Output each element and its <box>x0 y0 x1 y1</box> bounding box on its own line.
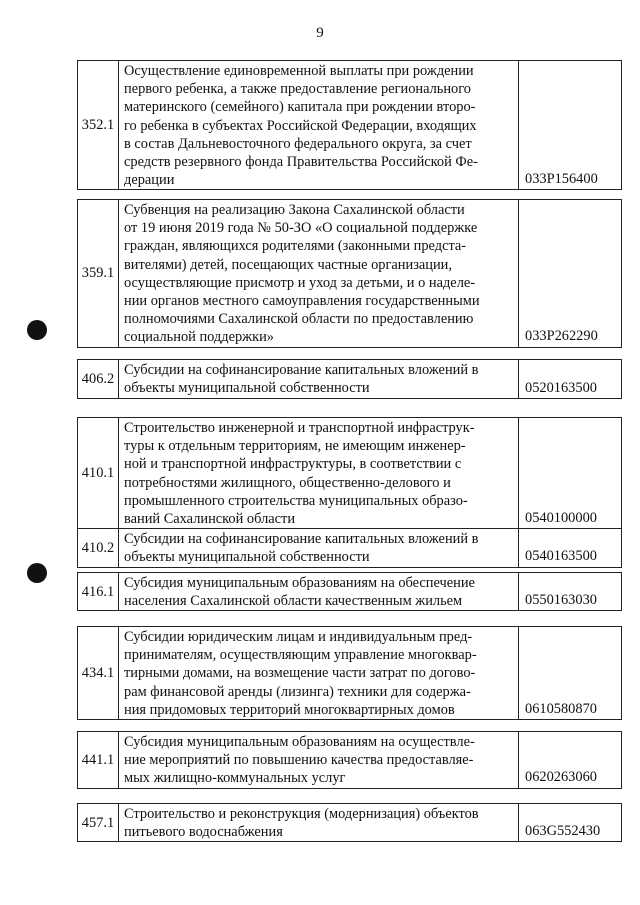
entry-code: 033P262290 <box>519 200 622 348</box>
description-line: социальной поддержки» <box>124 329 274 346</box>
entry-description <box>119 573 519 611</box>
description-line: тирными домами, на возмещение части затрат по догово- <box>124 665 476 682</box>
description-line: вителями) детей, посещающих частные организации, <box>124 256 452 273</box>
budget-entry-table <box>77 359 622 399</box>
punch-hole-mark <box>27 320 47 340</box>
description-line: мых жилищно-коммунальных услуг <box>124 770 346 787</box>
description-line: населения Сахалинской области качественным жильем <box>124 593 463 610</box>
entry-description <box>119 529 519 567</box>
entry-code: 0550163030 <box>519 573 622 611</box>
description-line: от 19 июня 2019 года № 50-ЗО «О социальной поддержке <box>124 220 478 237</box>
table-row <box>78 200 622 348</box>
punch-hole-mark <box>27 563 47 583</box>
entry-number: 410.2 <box>78 529 119 567</box>
budget-entry-table <box>77 417 622 568</box>
description-line: Строительство и реконструкция (модернизация) объектов <box>124 806 479 822</box>
description-line: граждан, являющихся родителями (законными предста- <box>124 238 467 255</box>
description-line: го ребенка в субъектах Российской Федерации, входящих <box>124 117 477 134</box>
entry-code: 0520163500 <box>519 360 622 399</box>
entry-description <box>119 804 519 842</box>
page-number: 9 <box>316 25 324 41</box>
description-line: Субсидии юридическим лицам и индивидуальным пред- <box>124 629 473 645</box>
description-line: дерации <box>124 172 175 189</box>
description-line: полномочиями Сахалинской области по предоставлению <box>124 311 474 328</box>
entry-code: 0620263060 <box>519 732 622 789</box>
description-line: Субсидия муниципальным образованиям на осуществле- <box>124 734 475 750</box>
entry-number: 416.1 <box>78 573 119 611</box>
description-line: Осуществление единовременной выплаты при рождении <box>124 63 474 79</box>
budget-entry-table <box>77 60 622 190</box>
description-line: объекты муниципальной собственности <box>124 549 370 566</box>
table-row <box>78 627 622 720</box>
description-line: первого ребенка, а также предоставление регионального <box>124 81 471 98</box>
budget-entry-table <box>77 626 622 720</box>
budget-entry-table <box>77 199 622 348</box>
entry-number: 441.1 <box>78 732 119 789</box>
description-line: промышленного строительства муниципальных образо- <box>124 492 468 509</box>
description-line: ваний Сахалинской области <box>124 511 296 528</box>
entry-number: 457.1 <box>78 804 119 842</box>
description-line: нии органов местного самоуправления государственными <box>124 293 480 310</box>
description-line: Субвенция на реализацию Закона Сахалинской области <box>124 202 465 218</box>
description-line: осуществляющие присмотр и уход за детьми, и о наделе- <box>124 274 476 291</box>
entry-description <box>119 61 519 190</box>
table-row <box>78 732 622 789</box>
budget-entry-table <box>77 803 622 842</box>
entry-number: 410.1 <box>78 418 119 529</box>
table-row <box>78 529 622 567</box>
entry-description <box>119 200 519 348</box>
entry-number: 406.2 <box>78 360 119 399</box>
table-row <box>78 360 622 399</box>
table-row <box>78 804 622 842</box>
description-line: питьевого водоснабжения <box>124 824 283 841</box>
description-line: рам финансовой аренды (лизинга) техники для содержа- <box>124 683 471 700</box>
entry-description <box>119 360 519 399</box>
description-line: материнского (семейного) капитала при рождении второ- <box>124 99 476 116</box>
budget-entry-table <box>77 572 622 611</box>
table-row <box>78 573 622 611</box>
entry-number: 352.1 <box>78 61 119 190</box>
entry-code: 0540163500 <box>519 529 622 567</box>
description-line: ной и транспортной инфраструктуры, в соответствии с <box>124 456 462 473</box>
description-line: ние мероприятий по повышению качества предоставляе- <box>124 752 474 769</box>
description-line: средств резервного фонда Правительства Российской Фе- <box>124 154 478 171</box>
entry-code: 0540100000 <box>519 418 622 529</box>
entry-description <box>119 732 519 789</box>
description-line: объекты муниципальной собственности <box>124 380 370 397</box>
description-line: в состав Дальневосточного федерального округа, за счет <box>124 135 472 152</box>
description-line: туры к отдельным территориям, не имеющим инженер- <box>124 438 466 455</box>
description-line: принимателям, осуществляющим управление многоквар- <box>124 647 477 664</box>
entry-code: 063G552430 <box>519 804 622 842</box>
entry-number: 359.1 <box>78 200 119 348</box>
description-line: ния придомовых территорий многоквартирных домов <box>124 701 455 718</box>
description-line: Субсидии на софинансирование капитальных вложений в <box>124 531 479 548</box>
description-line: Субсидия муниципальным образованиям на обеспечение <box>124 575 475 591</box>
description-line: потребностями жилищного, общественно-делового и <box>124 474 451 491</box>
entry-code: 033P156400 <box>519 61 622 190</box>
table-row <box>78 61 622 190</box>
description-line: Строительство инженерной и транспортной инфраструк- <box>124 420 475 436</box>
entry-description <box>119 627 519 720</box>
entry-number: 434.1 <box>78 627 119 720</box>
description-line: Субсидии на софинансирование капитальных вложений в <box>124 362 479 378</box>
entry-code: 0610580870 <box>519 627 622 720</box>
entry-description <box>119 418 519 529</box>
table-row <box>78 418 622 529</box>
budget-entry-table <box>77 731 622 789</box>
